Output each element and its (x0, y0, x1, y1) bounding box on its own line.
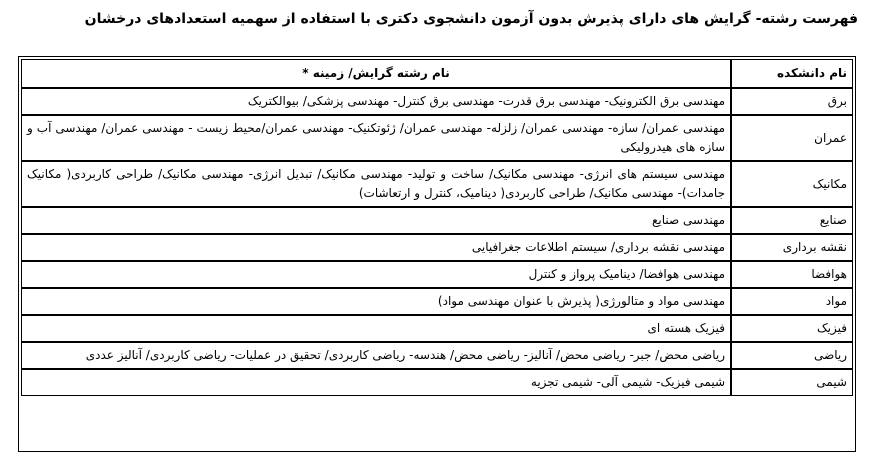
fields-cell: مهندسی مواد و متالورژی( پذیرش با عنوان مهندسی مواد) (21, 288, 731, 315)
fields-cell: شیمی فیزیک- شیمی آلی- شیمی تجزیه (21, 369, 731, 396)
fields-header: نام رشته گرایش/ زمینه * (21, 59, 731, 88)
faculty-cell: ریاضی (731, 342, 853, 369)
fields-cell: فیزیک هسته ای (21, 315, 731, 342)
table-row (21, 369, 853, 396)
faculty-cell: مواد (731, 288, 853, 315)
table-header-row (21, 59, 853, 88)
table-row (21, 288, 853, 315)
table-row (21, 161, 853, 207)
table-row (21, 234, 853, 261)
table-row (21, 342, 853, 369)
fields-cell: مهندسی هوافضا/ دینامیک پرواز و کنترل (21, 261, 731, 288)
faculty-cell: فیزیک (731, 315, 853, 342)
faculty-cell: هوافضا (731, 261, 853, 288)
fields-cell: مهندسی سیستم های انرژی- مهندسی مکانیک/ ساخت و تولید- مهندسی مکانیک/ تبدیل انرژی- مهندسی مکانیک/ طراحی کاربردی( مکانیک جامدات)- مهندسی مکانیک/ طراحی کاربردی( دینامیک، کنترل و ارتعاشات) (21, 161, 731, 207)
table-row (21, 207, 853, 234)
fields-cell: مهندسی صنایع (21, 207, 731, 234)
faculty-cell: صنایع (731, 207, 853, 234)
table-frame (18, 56, 856, 452)
fields-cell: مهندسی عمران/ سازه- مهندسی عمران/ زلزله- مهندسی عمران/ ژئوتکنیک- مهندسی عمران/محیط زیست - مهندسی عمران/ مهندسی آب و سازه های هیدرولیکی (21, 115, 731, 161)
fields-cell: مهندسی نقشه برداری/ سیستم اطلاعات جغرافیایی (21, 234, 731, 261)
faculty-cell: شیمی (731, 369, 853, 396)
faculty-header: نام دانشکده (731, 59, 853, 88)
fields-table (21, 59, 853, 396)
faculty-cell: برق (731, 88, 853, 115)
fields-cell: ریاضی محض/ جبر- ریاضی محض/ آنالیز- ریاضی محض/ هندسه- ریاضی کاربردی/ تحقیق در عملیات- ریاضی کاربردی/ آنالیز عددی (21, 342, 731, 369)
table-row (21, 261, 853, 288)
table-row (21, 315, 853, 342)
faculty-cell: نقشه برداری (731, 234, 853, 261)
document-title: فهرست رشته- گرایش های دارای پذیرش بدون آزمون دانشجوی دکتری با استفاده از سهمیه استعدادهای درخشان (84, 11, 858, 27)
faculty-cell: مکانیک (731, 161, 853, 207)
table-row (21, 115, 853, 161)
table-row (21, 88, 853, 115)
faculty-cell: عمران (731, 115, 853, 161)
fields-cell: مهندسی برق الکترونیک- مهندسی برق قدرت- مهندسی برق کنترل- مهندسی پزشکی/ بیوالکتریک (21, 88, 731, 115)
